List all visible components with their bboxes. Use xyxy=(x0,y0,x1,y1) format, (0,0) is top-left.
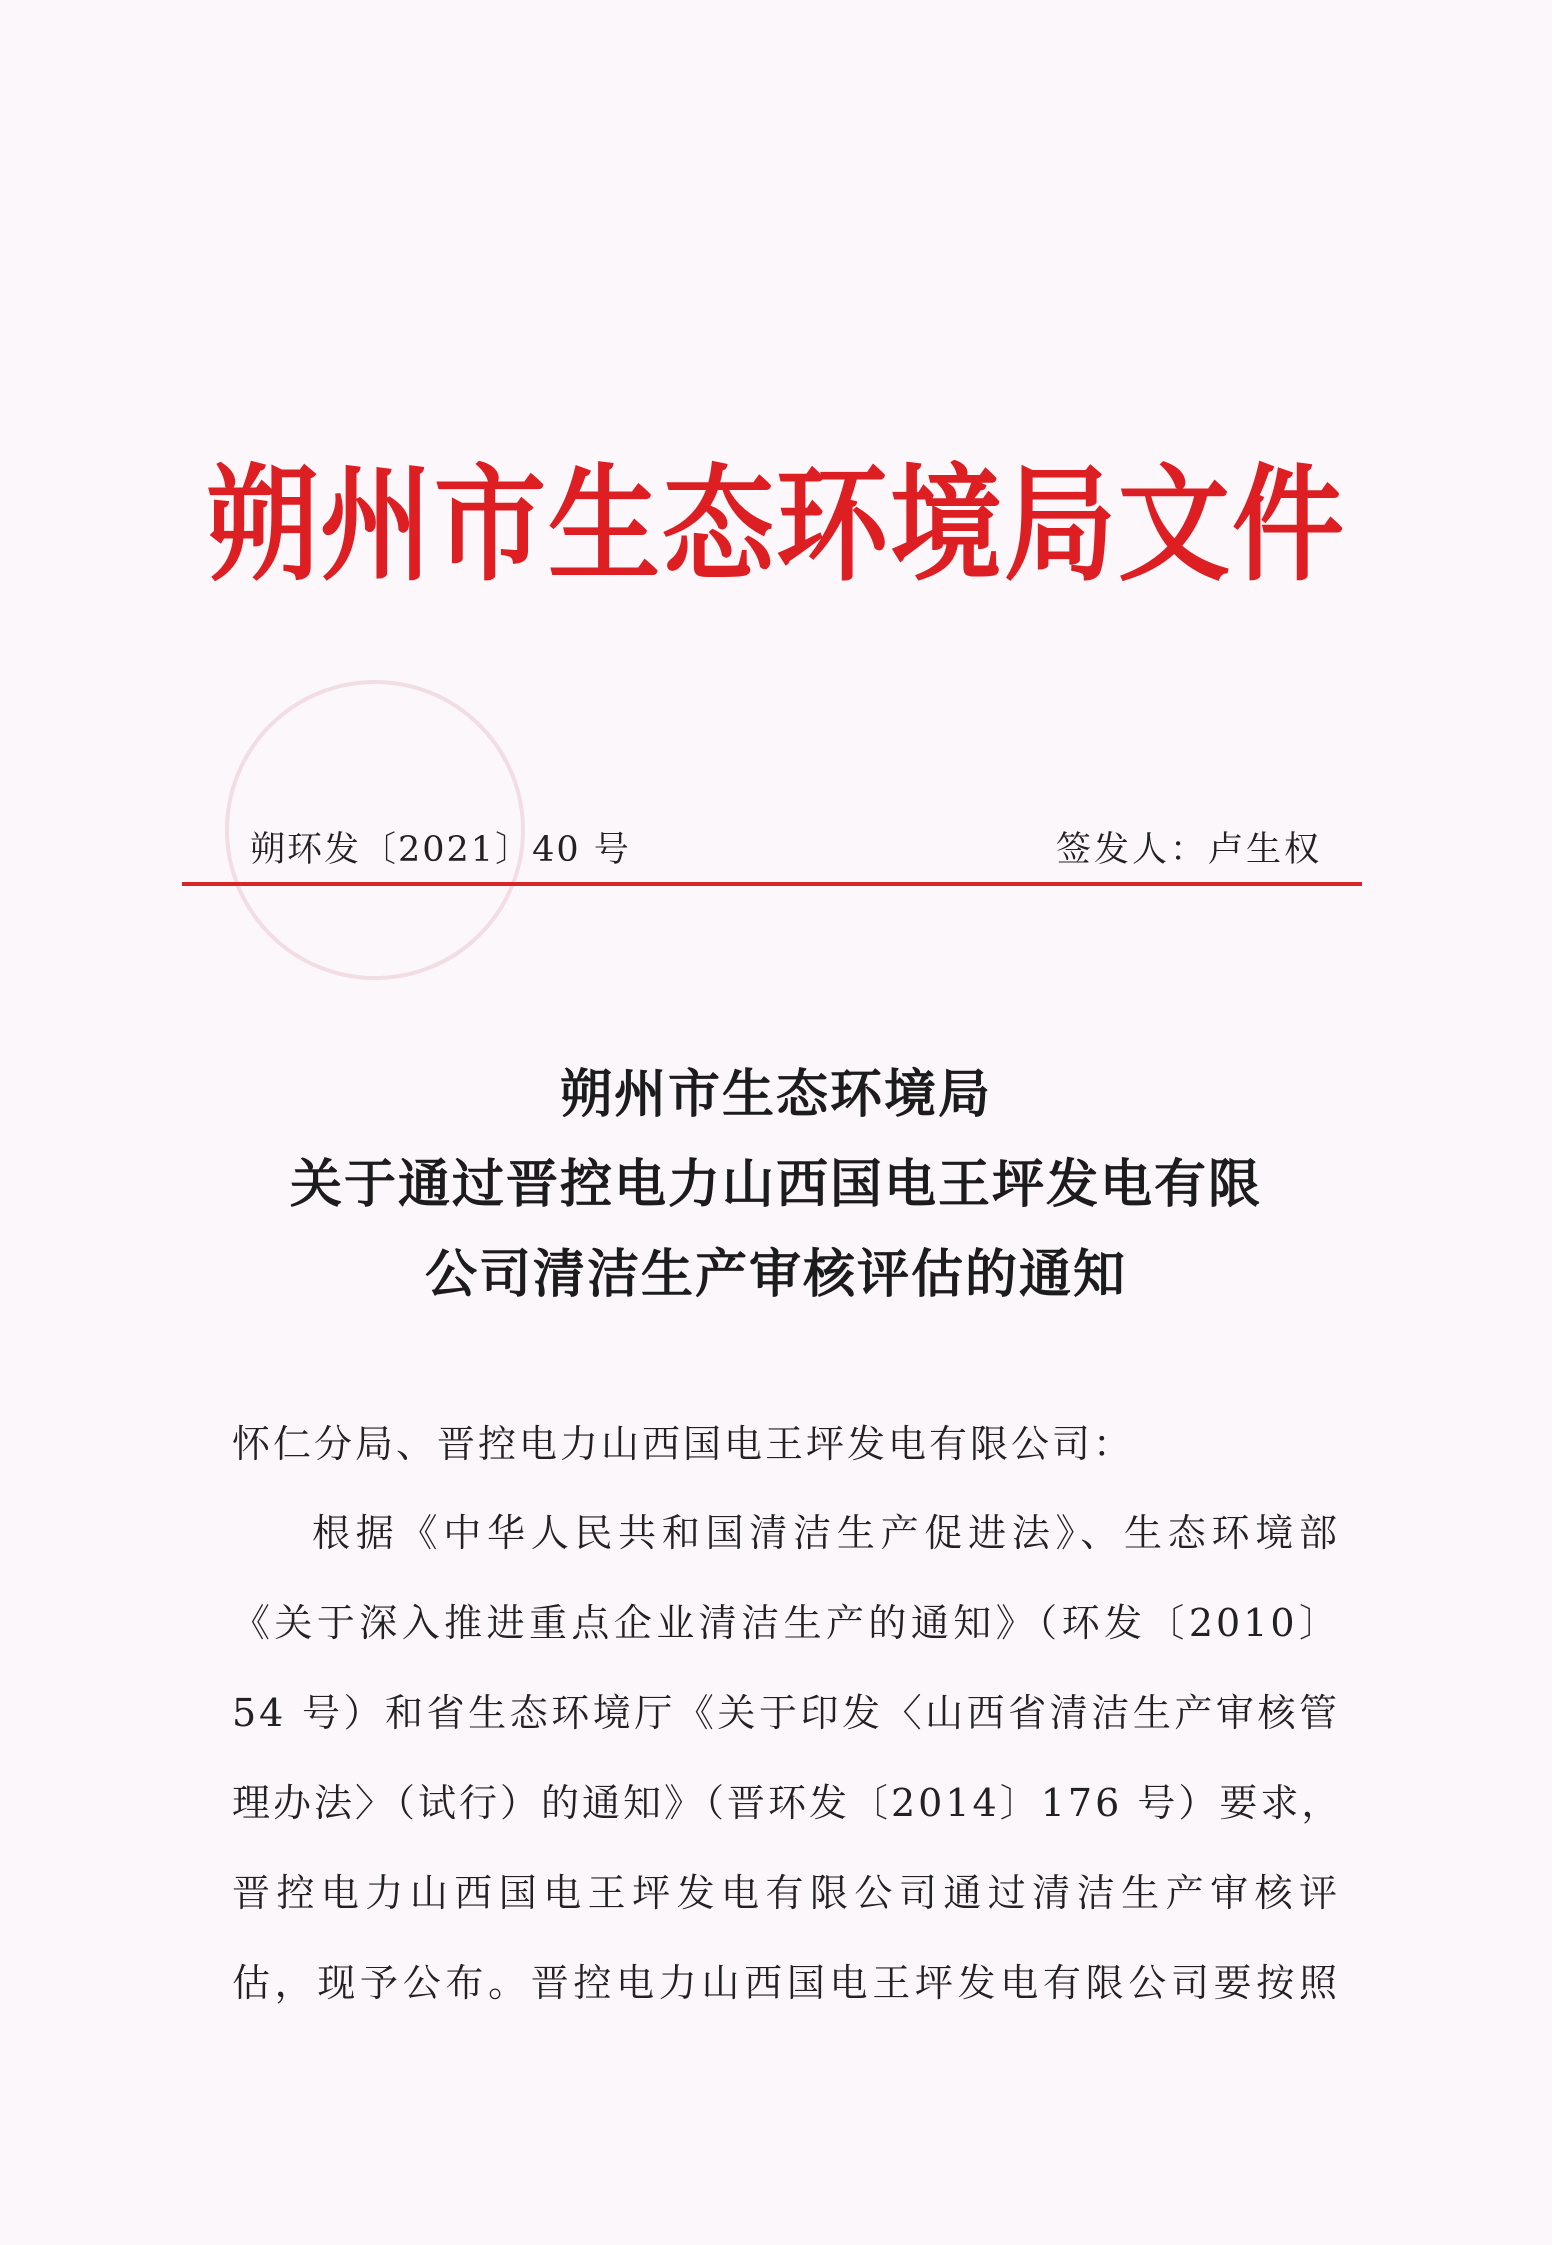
document-number: 朔环发〔2021〕40 号 xyxy=(250,830,631,870)
issuer-signature: 签发人：卢生权 xyxy=(1055,830,1322,870)
notice-title-line-2: 关于通过晋控电力山西国电王坪发电有限 xyxy=(289,1154,1262,1215)
body-line-5: 晋控电力山西国电王坪发电有限公司通过清洁生产审核评 xyxy=(232,1871,1340,1915)
body-line-3: 54 号）和省生态环境厅《关于印发〈山西省清洁生产审核管 xyxy=(232,1691,1340,1735)
salutation: 怀仁分局、晋控电力山西国电王坪发电有限公司： xyxy=(232,1422,1135,1466)
document-header-title: 朔州市生态环境局文件 xyxy=(206,452,1346,599)
notice-title-line-3: 公司清洁生产审核评估的通知 xyxy=(424,1244,1127,1305)
notice-title-line-1: 朔州市生态环境局 xyxy=(559,1064,992,1125)
body-line-2: 《关于深入推进重点企业清洁生产的通知》（环发〔2010〕 xyxy=(232,1601,1340,1645)
body-line-1: 根据《中华人民共和国清洁生产促进法》、生态环境部 xyxy=(312,1511,1340,1555)
red-divider-line xyxy=(182,882,1362,886)
body-line-4: 理办法〉（试行）的通知》（晋环发〔2014〕176 号）要求， xyxy=(232,1781,1343,1825)
body-line-6: 估，现予公布。晋控电力山西国电王坪发电有限公司要按照 xyxy=(232,1961,1340,2005)
